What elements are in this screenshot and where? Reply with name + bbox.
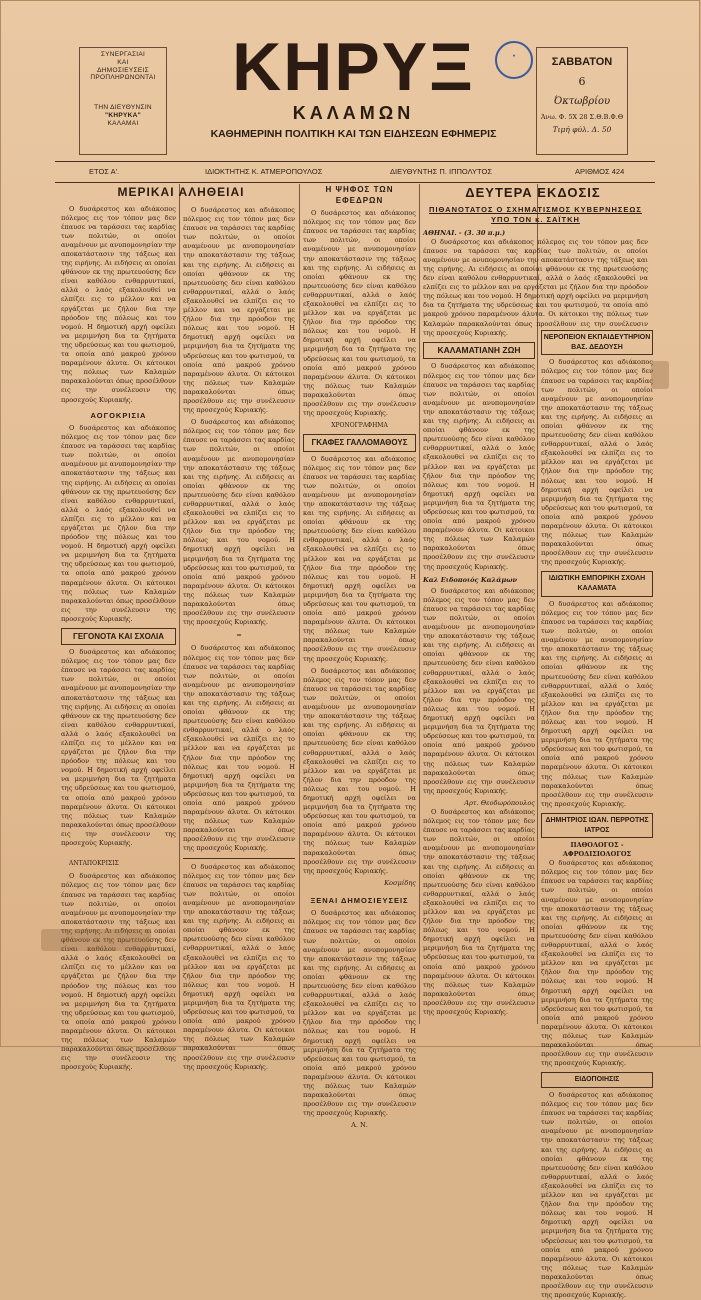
article-text: Ο δυσάρεστος και αδιάκοπος πόλεμος εις τον τόπον μας δεν έπαυσε να ταράσσει τας καρδίας των πολιτών, οι οποίοι αναμένουν με ανυπομονησίαν την αποκατάστασιν της τάξεως και της ειρήνης. Αι ειδήσεις αι οποίαι φθάνουν εκ της πρωτευούσης δεν είναι καθόλου ενθαρρυντικαί, αλλά ο λαός εξακολουθεί να ελπίζει εις το μέλλον και να εργάζεται με ζήλον δια την πρόοδον της πόλεως και του νομού. Η δημοτική αρχή οφείλει να μεριμνήση δια τα ζητήματα της υδρεύσεως και του φωτισμού, τα οποία από μακρού χρόνου παραμένουν άλυτα. Οι κάτοικοι της πόλεως των Καλαμών παρακαλούνται όπως προσέλθουν εις την συνέλευσιν της προσεχούς Κυριακής.	[183, 862, 295, 1071]
director: ΔΙΕΥΘΥΝΤΗΣ Π. ΙΠΠΟΛΥΤΟΣ	[390, 167, 492, 176]
section-subhead: ΑΟΓΟΚΡΙΣΙΑ	[90, 410, 147, 420]
article-text: Ο δυσάρεστος και αδιάκοπος πόλεμος εις τον τόπον μας δεν έπαυσε να ταράσσει τας καρδίας των πολιτών, οι οποίοι αναμένουν με ανυπομονησίαν την αποκατάστασιν της τάξεως και της ειρήνης. Αι ειδήσεις αι οποίαι φθάνουν εκ της πρωτευούσης δεν είναι καθόλου ενθαρρυντικαί, αλλά ο λαός εξακολουθεί να ελπίζει εις το μέλλον και να εργάζεται με ζήλον δια την πρόοδον της πόλεως και του νομού. Η δημοτική αρχή οφείλει να μεριμνήση δια τα ζητήματα της υδρεύσεως και του φωτισμού, τα οποία από μακρού χρόνου παραμένουν άλυτα. Οι κάτοικοι της πόλεως των Καλαμών παρακαλούνται όπως προσέλθουν εις την συνέλευσιν της προσεχούς Κυριακής.	[303, 209, 416, 418]
notice-line: ΚΑΛΑΜΑΙ	[107, 119, 139, 127]
ad-box-head: ΙΔΙΩΤΙΚΗ ΕΜΠΟΡΙΚΗ ΣΧΟΛΗ ΚΑΛΑΜΑΤΑ	[541, 571, 653, 596]
month: Όκτωβρίου	[553, 96, 611, 108]
newspaper-tagline: ΚΑΘΗΜΕΡΙΝΗ ΠΟΛΙΤΙΚΗ ΚΑΙ ΤΩΝ ΕΙΔΗΣΕΩΝ ΕΦΗΜΕΡΙΣ	[210, 128, 497, 140]
notice-line: ΠΡΟΠΛΗΡΩΝΟΝΤΑΙ	[90, 74, 156, 82]
article-text: Ο δυσάρεστος και αδιάκοπος πόλεμος εις τον τόπον μας δεν έπαυσε να ταράσσει τας καρδίας των πολιτών, οι οποίοι αναμένουν με ανυπομονησίαν την αποκατάστασιν της τάξεως και της ειρήνης. Αι ειδήσεις αι οποίαι φθάνουν εκ της πρωτευούσης δεν είναι καθόλου ενθαρρυντικαί, αλλά ο λαός εξακολουθεί να ελπίζει εις το μέλλον και να εργάζεται με ζήλον δια την πρόοδον της πόλεως και του νομού. Η δημοτική αρχή οφείλει να μεριμνήση δια τα ζητήματα της υδρεύσεως και του φωτισμού, τα οποία από μακρού χρόνου παραμένουν άλυτα. Οι κάτοικοι της πόλεως των Καλαμών παρακαλούνται όπως προσέλθουν εις την συνέλευσιν της προσεχούς Κυριακής.	[303, 454, 416, 663]
article-text: Ο δυσάρεστος και αδιάκοπος πόλεμος εις τον τόπον μας δεν έπαυσε να ταράσσει τας καρδίας των πολιτών, οι οποίοι αναμένουν με ανυπομονησίαν την αποκατάστασιν της τάξεως και της ειρήνης. Αι ειδήσεις αι οποίαι φθάνουν εκ της πρωτευούσης δεν είναι καθόλου ενθαρρυντικαί, αλλά ο λαός εξακολουθεί να ελπίζει εις το μέλλον και να εργάζεται με ζήλον δια την πρόοδον της πόλεως και του νομού. Η δημοτική αρχή οφείλει να μεριμνήση δια τα ζητήματα της υδρεύσεως και του φωτισμού, τα οποία από μακρού χρόνου παραμένουν άλυτα. Οι κάτοικοι της πόλεως των Καλαμών παρακαλούνται όπως προσέλθουν εις την συνέλευσιν της προσεχούς Κυριακής.	[303, 909, 416, 1118]
issue-number: ΑΡΙΘΜΟΣ 424	[575, 167, 625, 176]
newspaper-title: ΚΗΡΥΞ	[232, 29, 475, 105]
column-divider	[299, 184, 300, 1024]
article-text: Ο δυσάρεστος και αδιάκοπος πόλεμος εις τον τόπον μας δεν έπαυσε να ταράσσει τας καρδίας των πολιτών, οι οποίοι αναμένουν με ανυπομονησίαν την αποκατάστασιν της τάξεως και της ειρήνης. Αι ειδήσεις αι οποίαι φθάνουν εκ της πρωτευούσης δεν είναι καθόλου ενθαρρυντικαί, αλλά ο λαός εξακολουθεί να ελπίζει εις το μέλλον και να εργάζεται με ζήλον δια την πρόοδον της πόλεως και του νομού. Η δημοτική αρχή οφείλει να μεριμνήση δια τα ζητήματα της υδρεύσεως και του φωτισμού, τα οποία από μακρού χρόνου παραμένουν άλυτα. Οι κάτοικοι της πόλεως των Καλαμών παρακαλούνται όπως προσέλθουν εις την συνέλευσιν της προσεχούς Κυριακής.	[183, 418, 295, 627]
year-line: Άνω. Φ. 5Χ 28 Σ.Θ.Β.Φ.Θ	[540, 113, 624, 122]
main-headline: ΜΕΡΙΚΑΙ ΑΛΗΘΕΙΑΙ	[117, 185, 245, 199]
column-divider	[179, 184, 180, 1024]
signature: Α. Ν.	[351, 1121, 368, 1130]
footer-head: ΞΕΝΑΙ ΔΗΜΟΣΙΕΥΣΕΙΣ	[310, 895, 409, 905]
date-box	[536, 47, 628, 155]
ad-text: Ο δυσάρεστος και αδιάκοπος πόλεμος εις τον τόπον μας δεν έπαυσε να ταράσσει τας καρδίας των πολιτών, οι οποίοι αναμένουν με ανυπομονησίαν την αποκατάστασιν της τάξεως και της ειρήνης. Αι ειδήσεις αι οποίαι φθάνουν εκ της πρωτευούσης δεν είναι καθόλου ενθαρρυντικαί, αλλά ο λαός εξακολουθεί να ελπίζει εις το μέλλον και να εργάζεται με ζήλον δια την πρόοδον της πόλεως και του νομού. Η δημοτική αρχή οφείλει να μεριμνήση δια τα ζητήματα της υδρεύσεως και του φωτισμού, τα οποία από μακρού χρόνου παραμένουν άλυτα. Οι κάτοικοι της πόλεως των Καλαμών παρακαλούνται όπως προσέλθουν εις την συνέλευσιν της προσεχούς Κυριακής.	[541, 1091, 653, 1300]
paper-stain	[651, 361, 669, 389]
article-text: Ο δυσάρεστος και αδιάκοπος πόλεμος εις τον τόπον μας δεν έπαυσε να ταράσσει τας καρδίας των πολιτών, οι οποίοι αναμένουν με ανυπομονησίαν την αποκατάστασιν της τάξεως και της ειρήνης. Αι ειδήσεις αι οποίαι φθάνουν εκ της πρωτευούσης δεν είναι καθόλου ενθαρρυντικαί, αλλά ο λαός εξακολουθεί να ελπίζει εις το μέλλον και να εργάζεται με ζήλον δια την πρόοδον της πόλεως και του νομού. Η δημοτική αρχή οφείλει να μεριμνήση δια τα ζητήματα της υδρεύσεως και του φωτισμού, τα οποία από μακρού χρόνου παραμένουν άλυτα. Οι κάτοικοι της πόλεως των Καλαμών παρακαλούνται όπως προσέλθουν εις την συνέλευσιν της προσεχούς Κυριακής.	[423, 586, 535, 795]
article-text: Ο δυσάρεστος και αδιάκοπος πόλεμος εις τον τόπον μας δεν έπαυσε να ταράσσει τας καρδίας των πολιτών, οι οποίοι αναμένουν με ανυπομονησίαν την αποκατάστασιν της τάξεως και της ειρήνης. Αι ειδήσεις αι οποίαι φθάνουν εκ της πρωτευούσης δεν είναι καθόλου ενθαρρυντικαί, αλλά ο λαός εξακολουθεί να ελπίζει εις το μέλλον και να εργάζεται με ζήλον δια την πρόοδον της πόλεως και του νομού. Η δημοτική αρχή οφείλει να μεριμνήση δια τα ζητήματα της υδρεύσεως και του φωτισμού, τα οποία από μακρού χρόνου παραμένουν άλυτα. Οι κάτοικοι της πόλεως των Καλαμών παρακαλούνται όπως προσέλθουν εις την συνέλευσιν της προσεχούς Κυριακής.	[61, 423, 176, 623]
article-text: Ο δυσάρεστος και αδιάκοπος πόλεμος εις τον τόπον μας δεν έπαυσε να ταράσσει τας καρδίας των πολιτών, οι οποίοι αναμένουν με ανυπομονησίαν την αποκατάστασιν της τάξεως και της ειρήνης. Αι ειδήσεις αι οποίαι φθάνουν εκ της πρωτευούσης δεν είναι καθόλου ενθαρρυντικαί, αλλά ο λαός εξακολουθεί να ελπίζει εις το μέλλον και να εργάζεται με ζήλον δια την πρόοδον της πόλεως και του νομού. Η δημοτική αρχή οφείλει να μεριμνήση δια τα ζητήματα της υδρεύσεως και του φωτισμού, τα οποία από μακρού χρόνου παραμένουν άλυτα. Οι κάτοικοι της πόλεως των Καλαμών παρακαλούνται όπως προσέλθουν εις την συνέλευσιν της προσεχούς Κυριακής.	[183, 206, 295, 415]
column-3	[303, 184, 416, 1130]
subscription-notice-box	[79, 47, 167, 155]
ad-text: Ο δυσάρεστος και αδιάκοπος πόλεμος εις τον τόπον μας δεν έπαυσε να ταράσσει τας καρδίας των πολιτών, οι οποίοι αναμένουν με ανυπομονησίαν την αποκατάστασιν της τάξεως και της ειρήνης. Αι ειδήσεις αι οποίαι φθάνουν εκ της πρωτευούσης δεν είναι καθόλου ενθαρρυντικαί, αλλά ο λαός εξακολουθεί να ελπίζει εις το μέλλον και να εργάζεται με ζήλον δια την πρόοδον της πόλεως και του νομού. Η δημοτική αρχή οφείλει να μεριμνήση δια τα ζητήματα της υδρεύσεως και του φωτισμού, τα οποία από μακρού χρόνου παραμένουν άλυτα. Οι κάτοικοι της πόλεως των Καλαμών παρακαλούνται όπως προσέλθουν εις την συνέλευσιν της προσεχούς Κυριακής.	[541, 859, 653, 1068]
section-subhead: Καλ Ειδοποιός Καλάμων	[423, 575, 518, 584]
library-stamp-icon: ●	[495, 41, 533, 79]
article-text: Ο δυσάρεστος και αδιάκοπος πόλεμος εις τον τόπον μας δεν έπαυσε να ταράσσει τας καρδίας των πολιτών, οι οποίοι αναμένουν με ανυπομονησίαν την αποκατάστασιν της τάξεως και της ειρήνης. Αι ειδήσεις αι οποίαι φθάνουν εκ της πρωτευούσης δεν είναι καθόλου ενθαρρυντικαί, αλλά ο λαός εξακολουθεί να ελπίζει εις το μέλλον και να εργάζεται με ζήλον δια την πρόοδον της πόλεως και του νομού. Η δημοτική αρχή οφείλει να μεριμνήση δια τα ζητήματα της υδρεύσεως και του φωτισμού, τα οποία από μακρού χρόνου παραμένουν άλυτα. Οι κάτοικοι της πόλεως των Καλαμών παρακαλούνται όπως προσέλθουν εις την συνέλευσιν της προσεχούς Κυριακής.	[183, 644, 295, 853]
ad-text: Ο δυσάρεστος και αδιάκοπος πόλεμος εις τον τόπον μας δεν έπαυσε να ταράσσει τας καρδίας των πολιτών, οι οποίοι αναμένουν με ανυπομονησίαν την αποκατάστασιν της τάξεως και της ειρήνης. Αι ειδήσεις αι οποίαι φθάνουν εκ της πρωτευούσης δεν είναι καθόλου ενθαρρυντικαί, αλλά ο λαός εξακολουθεί να ελπίζει εις το μέλλον και να εργάζεται με ζήλον δια την πρόοδον της πόλεως και του νομού. Η δημοτική αρχή οφείλει να μεριμνήση δια τα ζητήματα της υδρεύσεως και του φωτισμού, τα οποία από μακρού χρόνου παραμένουν άλυτα. Οι κάτοικοι της πόλεως των Καλαμών παρακαλούνται όπως προσέλθουν εις την συνέλευσιν της προσεχούς Κυριακής.	[541, 358, 653, 567]
article-text: Ο δυσάρεστος και αδιάκοπος πόλεμος εις τον τόπον μας δεν έπαυσε να ταράσσει τας καρδίας των πολιτών, οι οποίοι αναμένουν με ανυπομονησίαν την αποκατάστασιν της τάξεως και της ειρήνης. Αι ειδήσεις αι οποίαι φθάνουν εκ της πρωτευούσης δεν είναι καθόλου ενθαρρυντικαί, αλλά ο λαός εξακολουθεί να ελπίζει εις το μέλλον και να εργάζεται με ζήλον δια την πρόοδον της πόλεως και του νομού. Η δημοτική αρχή οφείλει να μεριμνήση δια τα ζητήματα της υδρεύσεως και του φωτισμού, τα οποία από μακρού χρόνου παραμένουν άλυτα. Οι κάτοικοι της πόλεως των Καλαμών παρακαλούνται όπως προσέλθουν εις την συνέλευσιν της προσεχούς Κυριακής.	[61, 204, 176, 404]
article-text: Ο δυσάρεστος και αδιάκοπος πόλεμος εις τον τόπον μας δεν έπαυσε να ταράσσει τας καρδίας των πολιτών, οι οποίοι αναμένουν με ανυπομονησίαν την αποκατάστασιν της τάξεως και της ειρήνης. Αι ειδήσεις αι οποίαι φθάνουν εκ της πρωτευούσης δεν είναι καθόλου ενθαρρυντικαί, αλλά ο λαός εξακολουθεί να ελπίζει εις το μέλλον και να εργάζεται με ζήλον δια την πρόοδον της πόλεως και του νομού. Η δημοτική αρχή οφείλει να μεριμνήση δια τα ζητήματα της υδρεύσεως και του φωτισμού, τα οποία από μακρού χρόνου παραμένουν άλυτα. Οι κάτοικοι της πόλεως των Καλαμών παρακαλούνται όπως προσέλθουν εις την συνέλευσιν της προσεχούς Κυριακής.	[303, 666, 416, 875]
column-2	[183, 206, 295, 1071]
notice-line: "ΚΗΡΥΚΑ"	[104, 111, 141, 119]
divider-mark: =	[236, 631, 242, 640]
notice-line: ΤΗΝ ΔΙΕΥΘΥΝΣΙΝ	[94, 104, 152, 112]
owner: ΙΔΙΟΚΤΗΤΗΣ Κ. ΑΤΜΕΡΟΠΟΥΛΟΣ	[205, 167, 323, 176]
section-box-head: ΓΕΓΟΝΟΤΑ ΚΑΙ ΣΧΟΛΙΑ	[61, 628, 176, 645]
article-text: Ο δυσάρεστος και αδιάκοπος πόλεμος εις τον τόπον μας δεν έπαυσε να ταράσσει τας καρδίας των πολιτών, οι οποίοι αναμένουν με ανυπομονησίαν την αποκατάστασιν της τάξεως και της ειρήνης. Αι ειδήσεις αι οποίαι φθάνουν εκ της πρωτευούσης δεν είναι καθόλου ενθαρρυντικαί, αλλά ο λαός εξακολουθεί να ελπίζει εις το μέλλον και να εργάζεται με ζήλον δια την πρόοδον της πόλεως και του νομού. Η δημοτική αρχή οφείλει να μεριμνήση δια τα ζητήματα της υδρεύσεως και του φωτισμού, τα οποία από μακρού χρόνου παραμένουν άλυτα. Οι κάτοικοι της πόλεως των Καλαμών παρακαλούνται όπως προσέλθουν εις την συνέλευσιν της προσεχούς Κυριακής.	[61, 872, 176, 1072]
ad-subhead: ΠΑΘΟΛΟΓΟΣ - ΑΦΡΟΔΙΣΙΟΛΟΓΟΣ	[562, 841, 632, 859]
section-label: ΑΝΤΑΠΟΚΡΙΣΙΣ	[69, 860, 119, 868]
ad-box-head: ΕΙΔΟΠΟΙΗΣΙΣ	[541, 1072, 653, 1088]
date-number: 6	[578, 75, 586, 89]
column-5	[541, 326, 653, 1300]
volume-year: ΕΤΟΣ Α'.	[89, 167, 120, 176]
price: Τιμή φύλ. Δ. 50	[552, 125, 612, 135]
rule	[183, 858, 295, 859]
notice-line: ΣΥΝΕΡΓΑΣΙΑΙ	[100, 51, 146, 58]
ad-box-head: ΝΕΡΟΠΕΙΟΝ ΕΚΠΑΙΔΕΥΤΗΡΙΟΝ ΒΑΣ. ΔΕΔΟΥΣΗ	[541, 330, 653, 355]
box-label: ΧΡΟΝΟΓΡΑΦΗΜΑ	[331, 422, 388, 430]
article-text: Ο δυσάρεστος και αδιάκοπος πόλεμος εις τον τόπον μας δεν έπαυσε να ταράσσει τας καρδίας των πολιτών, οι οποίοι αναμένουν με ανυπομονησίαν την αποκατάστασιν της τάξεως και της ειρήνης. Αι ειδήσεις αι οποίαι φθάνουν εκ της πρωτευούσης δεν είναι καθόλου ενθαρρυντικαί, αλλά ο λαός εξακολουθεί να ελπίζει εις το μέλλον και να εργάζεται με ζήλον δια την πρόοδον της πόλεως και του νομού. Η δημοτική αρχή οφείλει να μεριμνήση δια τα ζητήματα της υδρεύσεως και του φωτισμού, τα οποία από μακρού χρόνου παραμένουν άλυτα. Οι κάτοικοι της πόλεως των Καλαμών παρακαλούνται όπως προσέλθουν εις την συνέλευσιν της προσεχούς Κυριακής.	[423, 362, 535, 571]
signature: Αρτ. Θεοδωρόπουλος	[464, 798, 535, 807]
article-text: Ο δυσάρεστος και αδιάκοπος πόλεμος εις τον τόπον μας δεν έπαυσε να ταράσσει τας καρδίας των πολιτών, οι οποίοι αναμένουν με ανυπομονησίαν την αποκατάστασιν της τάξεως και της ειρήνης. Αι ειδήσεις αι οποίαι φθάνουν εκ της πρωτευούσης δεν είναι καθόλου ενθαρρυντικαί, αλλά ο λαός εξακολουθεί να ελπίζει εις το μέλλον και να εργάζεται με ζήλον δια την πρόοδον της πόλεως και του νομού. Η δημοτική αρχή οφείλει να μεριμνήση δια τα ζητήματα της υδρεύσεως και του φωτισμού, τα οποία από μακρού χρόνου παραμένουν άλυτα. Οι κάτοικοι της πόλεως των Καλαμών παρακαλούνται όπως προσέλθουν εις την συνέλευσιν της προσεχούς Κυριακής.	[423, 807, 535, 1017]
ad-text: Ο δυσάρεστος και αδιάκοπος πόλεμος εις τον τόπον μας δεν έπαυσε να ταράσσει τας καρδίας των πολιτών, οι οποίοι αναμένουν με ανυπομονησίαν την αποκατάστασιν της τάξεως και της ειρήνης. Αι ειδήσεις αι οποίαι φθάνουν εκ της πρωτευούσης δεν είναι καθόλου ενθαρρυντικαί, αλλά ο λαός εξακολουθεί να ελπίζει εις το μέλλον και να εργάζεται με ζήλον δια την πρόοδον της πόλεως και του νομού. Η δημοτική αρχή οφείλει να μεριμνήση δια τα ζητήματα της υδρεύσεως και του φωτισμού, τα οποία από μακρού χρόνου παραμένουν άλυτα. Οι κάτοικοι της πόλεως των Καλαμών παρακαλούνται όπως προσέλθουν εις την συνέλευσιν της προσεχούς Κυριακής.	[541, 599, 653, 808]
masthead	[1, 1, 701, 176]
column-divider	[419, 184, 420, 1024]
second-edition-subhead: ΠΙΘΑΝΟΤΑΤΟΣ Ο ΣΧΗΜΑΤΙΣΜΟΣ ΚΥΒΕΡΝΗΣΕΩΣ ΥΠΟ ΤΟΝ κ. ΣΑΪΤΚΗ	[429, 204, 642, 225]
section-box-head: ΚΑΛΑΜΑΤΙΑΝΗ ΖΩΗ	[423, 342, 535, 360]
info-bar	[55, 161, 655, 183]
notice-line: ΔΗΜΟΣΙΕΥΣΕΙΣ	[97, 66, 149, 74]
second-edition-headline: ΔΕΥΤΕΡΑ ΕΚΔΟΣΙΣ	[465, 185, 601, 200]
newspaper-subtitle: ΚΑΛΑΜΩΝ	[292, 103, 415, 123]
signature: Κοσμίδης	[384, 878, 416, 887]
section-box-head: ΓΚΑΦΕΣ ΓΑΛΛΟΜΑΘΟΥΣ	[303, 434, 416, 451]
notice-line: ΚΑΙ	[117, 58, 129, 66]
paper-stain	[41, 929, 151, 951]
article-headline: Η ΨΗΦΟΣ ΤΩΝ ΕΦΕΔΡΩΝ	[325, 185, 394, 206]
weekday: ΣΑΒΒΑΤΟΝ	[551, 56, 613, 68]
dateline: ΑΘΗΝΑΙ. - (3. 30 π.μ.)	[423, 228, 506, 237]
article-text: Ο δυσάρεστος και αδιάκοπος πόλεμος εις τον τόπον μας δεν έπαυσε να ταράσσει τας καρδίας των πολιτών, οι οποίοι αναμένουν με ανυπομονησίαν την αποκατάστασιν της τάξεως και της ειρήνης. Αι ειδήσεις αι οποίαι φθάνουν εκ της πρωτευούσης δεν είναι καθόλου ενθαρρυντικαί, αλλά ο λαός εξακολουθεί να ελπίζει εις το μέλλον και να εργάζεται με ζήλον δια την πρόοδον της πόλεως και του νομού. Η δημοτική αρχή οφείλει να μεριμνήση δια τα ζητήματα της υδρεύσεως και του φωτισμού, τα οποία από μακρού χρόνου παραμένουν άλυτα. Οι κάτοικοι της πόλεως των Καλαμών παρακαλούνται όπως προσέλθουν εις την συνέλευσιν της προσεχούς Κυριακής.	[61, 648, 176, 848]
column-1	[61, 184, 245, 1072]
article-text: Ο δυσάρεστος και αδιάκοπος πόλεμος εις τον τόπον μας δεν έπαυσε να ταράσσει τας καρδίας των πολιτών, οι οποίοι αναμένουν με ανυπομονησίαν την αποκατάστασιν της τάξεως και της ειρήνης. Αι ειδήσεις αι οποίαι φθάνουν εκ της πρωτευούσης δεν είναι καθόλου ενθαρρυντικαί, αλλά ο λαός εξακολουθεί να ελπίζει εις το μέλλον και να εργάζεται με ζήλον δια την πρόοδον της πόλεως και του νομού. Η δημοτική αρχή οφείλει να μεριμνήση δια τα ζητήματα της υδρεύσεως και του φωτισμού, τα οποία από μακρού χρόνου παραμένουν άλυτα. Οι κάτοικοι της πόλεως των Καλαμών παρακαλούνται όπως προσέλθουν εις την συνέλευσιν της προσεχούς Κυριακής.	[423, 237, 648, 337]
ad-box-head: ΔΗΜΗΤΡΙΟΣ ΙΩΑΝ. ΠΕΡΡΟΤΗΣ ΙΑΤΡΟΣ	[541, 813, 653, 838]
